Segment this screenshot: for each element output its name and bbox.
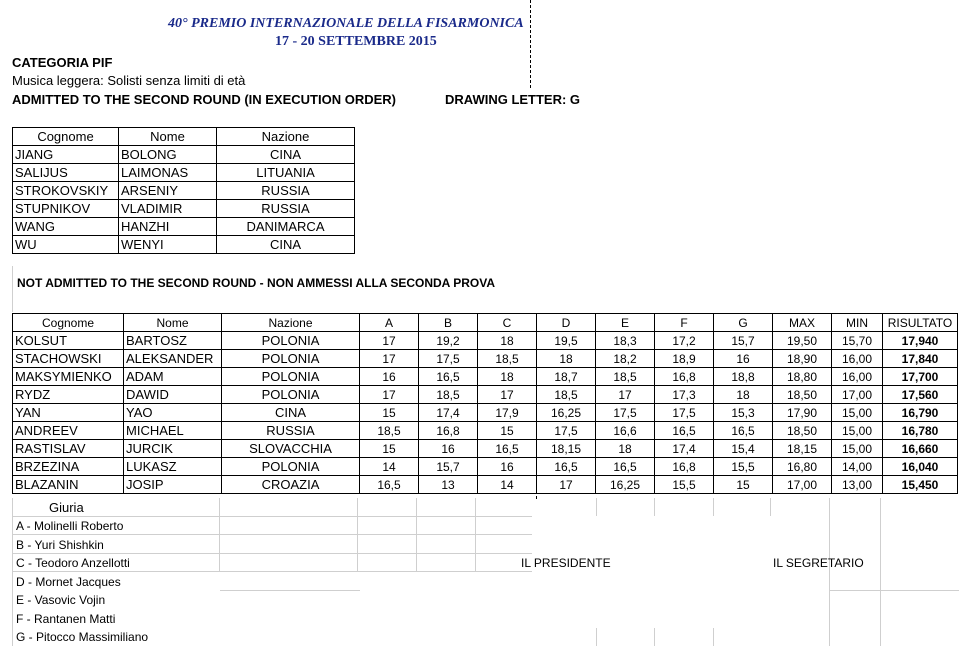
- cell-judge-a: 15: [360, 440, 419, 458]
- cell-surname: BLAZANIN: [13, 476, 124, 494]
- cell-judge-e: 18,2: [596, 350, 655, 368]
- header-judge-a: A: [360, 314, 419, 332]
- cell-result: 17,840: [883, 350, 958, 368]
- cell-judge-e: 18,5: [596, 368, 655, 386]
- jury-member-e: E - Vasovic Vojin: [16, 593, 106, 607]
- cell-nation: RUSSIA: [217, 200, 355, 218]
- cell-judge-g: 15,4: [714, 440, 773, 458]
- cell-surname: KOLSUT: [13, 332, 124, 350]
- cell-judge-e: 16,25: [596, 476, 655, 494]
- cell-nation: CROAZIA: [222, 476, 360, 494]
- document-dates: 17 - 20 SETTEMBRE 2015: [275, 34, 437, 49]
- cell-judge-c: 14: [478, 476, 537, 494]
- cell-nation: POLONIA: [222, 386, 360, 404]
- cell-judge-e: 18,3: [596, 332, 655, 350]
- sheet-gridline: [713, 628, 714, 646]
- cell-judge-e: 17,5: [596, 404, 655, 422]
- sheet-gridline: [829, 498, 830, 646]
- cell-name: BARTOSZ: [124, 332, 222, 350]
- page-break-line: [530, 0, 531, 88]
- cell-surname: RYDZ: [13, 386, 124, 404]
- table-row: [13, 164, 355, 182]
- cell-judge-f: 17,5: [655, 404, 714, 422]
- cell-judge-c: 18,5: [478, 350, 537, 368]
- document-title: 40° PREMIO INTERNAZIONALE DELLA FISARMONICA: [168, 16, 524, 31]
- table-row: [13, 476, 958, 494]
- header-min: MIN: [832, 314, 883, 332]
- cell-judge-c: 15: [478, 422, 537, 440]
- cell-judge-f: 17,4: [655, 440, 714, 458]
- not-admitted-heading: NOT ADMITTED TO THE SECOND ROUND - NON AMMESSI ALLA SECONDA PROVA: [17, 276, 496, 290]
- cell-result: 16,790: [883, 404, 958, 422]
- cell-surname: SALIJUS: [13, 164, 119, 182]
- sheet-gridline: [220, 590, 360, 591]
- sheet-gridline: [713, 498, 714, 516]
- cell-name: BOLONG: [119, 146, 217, 164]
- table-row: [13, 404, 958, 422]
- cell-surname: YAN: [13, 404, 124, 422]
- table-row: [13, 218, 355, 236]
- cell-judge-b: 13: [419, 476, 478, 494]
- cell-judge-d: 18,15: [537, 440, 596, 458]
- table-row: [13, 236, 355, 254]
- cell-min: 15,00: [832, 440, 883, 458]
- cell-min: 15,00: [832, 422, 883, 440]
- cell-judge-d: 18,7: [537, 368, 596, 386]
- results-body: [13, 332, 958, 494]
- cell-judge-c: 17,9: [478, 404, 537, 422]
- cell-max: 17,00: [773, 476, 832, 494]
- cell-judge-d: 19,5: [537, 332, 596, 350]
- cell-nation: CINA: [217, 236, 355, 254]
- header-nome: Nome: [124, 314, 222, 332]
- header-judge-d: D: [537, 314, 596, 332]
- cell-name: VLADIMIR: [119, 200, 217, 218]
- cell-judge-g: 18,8: [714, 368, 773, 386]
- cell-judge-d: 18,5: [537, 386, 596, 404]
- table-row: [13, 146, 355, 164]
- cell-nation: CINA: [222, 404, 360, 422]
- cell-judge-b: 17,5: [419, 350, 478, 368]
- cell-judge-a: 18,5: [360, 422, 419, 440]
- header-max: MAX: [773, 314, 832, 332]
- table-row: [13, 200, 355, 218]
- cell-judge-g: 15: [714, 476, 773, 494]
- admitted-heading: ADMITTED TO THE SECOND ROUND (IN EXECUTION ORDER): [12, 92, 396, 107]
- cell-min: 16,00: [832, 368, 883, 386]
- cell-min: 13,00: [832, 476, 883, 494]
- cell-judge-e: 16,5: [596, 458, 655, 476]
- cell-judge-b: 15,7: [419, 458, 478, 476]
- cell-judge-a: 17: [360, 350, 419, 368]
- sheet-gridline: [829, 590, 959, 591]
- cell-result: 16,780: [883, 422, 958, 440]
- cell-judge-g: 15,5: [714, 458, 773, 476]
- table-row: [13, 386, 958, 404]
- cell-judge-a: 17: [360, 332, 419, 350]
- header-judge-b: B: [419, 314, 478, 332]
- cell-judge-g: 16: [714, 350, 773, 368]
- cell-max: 18,50: [773, 386, 832, 404]
- sheet-gridline: [654, 628, 655, 646]
- table-row: [13, 368, 958, 386]
- cell-nation: RUSSIA: [222, 422, 360, 440]
- sheet-gridline: [475, 498, 476, 572]
- cell-judge-a: 16,5: [360, 476, 419, 494]
- cell-judge-a: 17: [360, 386, 419, 404]
- sheet-gridline: [596, 628, 597, 646]
- jury-member-b: B - Yuri Shishkin: [16, 538, 104, 552]
- cell-judge-b: 16,8: [419, 422, 478, 440]
- cell-name: LAIMONAS: [119, 164, 217, 182]
- cell-judge-f: 18,9: [655, 350, 714, 368]
- cell-result: 15,450: [883, 476, 958, 494]
- cell-name: YAO: [124, 404, 222, 422]
- cell-judge-a: 16: [360, 368, 419, 386]
- cell-judge-a: 14: [360, 458, 419, 476]
- cell-surname: STACHOWSKI: [13, 350, 124, 368]
- sheet-gridline: [416, 498, 417, 572]
- cell-nation: LITUANIA: [217, 164, 355, 182]
- cell-max: 18,50: [773, 422, 832, 440]
- page-break-line: [536, 313, 537, 499]
- cell-nation: POLONIA: [222, 368, 360, 386]
- cell-name: ADAM: [124, 368, 222, 386]
- cell-judge-d: 18: [537, 350, 596, 368]
- cell-max: 17,90: [773, 404, 832, 422]
- category-label: CATEGORIA PIF: [12, 55, 113, 70]
- cell-name: DAWID: [124, 386, 222, 404]
- cell-judge-e: 18: [596, 440, 655, 458]
- cell-name: JOSIP: [124, 476, 222, 494]
- cell-name: HANZHI: [119, 218, 217, 236]
- cell-judge-c: 18: [478, 368, 537, 386]
- jury-member-g: G - Pitocco Massimiliano: [16, 630, 149, 644]
- cell-judge-c: 18: [478, 332, 537, 350]
- cell-name: LUKASZ: [124, 458, 222, 476]
- sheet-gridline: [654, 498, 655, 516]
- cell-name: ALEKSANDER: [124, 350, 222, 368]
- cell-max: 18,90: [773, 350, 832, 368]
- cell-judge-f: 15,5: [655, 476, 714, 494]
- cell-result: 17,560: [883, 386, 958, 404]
- cell-judge-g: 16,5: [714, 422, 773, 440]
- cell-name: MICHAEL: [124, 422, 222, 440]
- cell-judge-g: 15,7: [714, 332, 773, 350]
- table-row: [13, 182, 355, 200]
- jury-heading: Giuria: [49, 500, 84, 515]
- cell-min: 17,00: [832, 386, 883, 404]
- cell-nation: RUSSIA: [217, 182, 355, 200]
- header-judge-f: F: [655, 314, 714, 332]
- cell-name: ARSENIY: [119, 182, 217, 200]
- header-cognome: Cognome: [13, 314, 124, 332]
- cell-surname: MAKSYMIENKO: [13, 368, 124, 386]
- cell-surname: JIANG: [13, 146, 119, 164]
- cell-judge-e: 16,6: [596, 422, 655, 440]
- cell-surname: BRZEZINA: [13, 458, 124, 476]
- header-judge-c: C: [478, 314, 537, 332]
- results-table: [12, 313, 958, 494]
- drawing-letter: DRAWING LETTER: G: [445, 92, 581, 107]
- header-nazione: Nazione: [222, 314, 360, 332]
- cell-judge-c: 16: [478, 458, 537, 476]
- header-judge-e: E: [596, 314, 655, 332]
- cell-nation: SLOVACCHIA: [222, 440, 360, 458]
- cell-result: 17,700: [883, 368, 958, 386]
- cell-min: 16,00: [832, 350, 883, 368]
- cell-judge-d: 16,5: [537, 458, 596, 476]
- cell-judge-d: 17,5: [537, 422, 596, 440]
- header-nazione: Nazione: [217, 128, 355, 146]
- jury-member-c: C - Teodoro Anzellotti: [16, 556, 130, 570]
- table-row: [13, 332, 958, 350]
- cell-surname: RASTISLAV: [13, 440, 124, 458]
- header-nome: Nome: [119, 128, 217, 146]
- cell-judge-b: 16,5: [419, 368, 478, 386]
- sheet-gridline: [12, 516, 532, 517]
- cell-judge-c: 16,5: [478, 440, 537, 458]
- cell-judge-d: 16,25: [537, 404, 596, 422]
- cell-judge-a: 15: [360, 404, 419, 422]
- cell-nation: DANIMARCA: [217, 218, 355, 236]
- sheet-gridline: [12, 553, 532, 554]
- cell-surname: ANDREEV: [13, 422, 124, 440]
- cell-surname: STROKOVSKIY: [13, 182, 119, 200]
- cell-judge-f: 17,3: [655, 386, 714, 404]
- table-header-row: [13, 128, 355, 146]
- header-judge-g: G: [714, 314, 773, 332]
- cell-nation: CINA: [217, 146, 355, 164]
- cell-judge-b: 18,5: [419, 386, 478, 404]
- results-header-row: [13, 314, 958, 332]
- secretary-signature-label: IL SEGRETARIO: [773, 556, 864, 570]
- cell-judge-e: 17: [596, 386, 655, 404]
- cell-max: 16,80: [773, 458, 832, 476]
- cell-max: 19,50: [773, 332, 832, 350]
- cell-max: 18,15: [773, 440, 832, 458]
- cell-name: JURCIK: [124, 440, 222, 458]
- sheet-gridline: [12, 266, 13, 312]
- sheet-gridline: [357, 498, 358, 572]
- cell-min: 15,70: [832, 332, 883, 350]
- jury-member-a: A - Molinelli Roberto: [16, 519, 124, 533]
- jury-member-d: D - Mornet Jacques: [16, 575, 121, 589]
- sheet-gridline: [12, 534, 532, 535]
- cell-result: 16,040: [883, 458, 958, 476]
- table-row: [13, 350, 958, 368]
- cell-judge-g: 18: [714, 386, 773, 404]
- cell-judge-b: 17,4: [419, 404, 478, 422]
- sheet-gridline: [12, 571, 532, 572]
- sheet-gridline: [219, 498, 220, 572]
- admitted-table: [12, 127, 355, 254]
- president-signature-label: IL PRESIDENTE: [521, 556, 611, 570]
- cell-judge-b: 16: [419, 440, 478, 458]
- cell-nation: POLONIA: [222, 332, 360, 350]
- cell-min: 14,00: [832, 458, 883, 476]
- cell-judge-f: 16,5: [655, 422, 714, 440]
- cell-surname: WANG: [13, 218, 119, 236]
- cell-nation: POLONIA: [222, 458, 360, 476]
- sheet-gridline: [596, 498, 597, 516]
- cell-judge-f: 16,8: [655, 368, 714, 386]
- cell-result: 16,660: [883, 440, 958, 458]
- sheet-gridline: [770, 498, 771, 516]
- cell-judge-f: 16,8: [655, 458, 714, 476]
- category-subtitle: Musica leggera: Solisti senza limiti di età: [12, 73, 246, 88]
- cell-surname: WU: [13, 236, 119, 254]
- jury-member-f: F - Rantanen Matti: [16, 612, 116, 626]
- cell-judge-b: 19,2: [419, 332, 478, 350]
- table-row: [13, 458, 958, 476]
- cell-judge-d: 17: [537, 476, 596, 494]
- cell-surname: STUPNIKOV: [13, 200, 119, 218]
- table-row: [13, 440, 958, 458]
- header-cognome: Cognome: [13, 128, 119, 146]
- sheet-gridline: [880, 498, 881, 646]
- cell-result: 17,940: [883, 332, 958, 350]
- cell-min: 15,00: [832, 404, 883, 422]
- cell-max: 18,80: [773, 368, 832, 386]
- sheet-gridline: [12, 498, 13, 646]
- cell-nation: POLONIA: [222, 350, 360, 368]
- cell-judge-f: 17,2: [655, 332, 714, 350]
- cell-judge-g: 15,3: [714, 404, 773, 422]
- header-result: RISULTATO: [883, 314, 958, 332]
- cell-judge-c: 17: [478, 386, 537, 404]
- table-row: [13, 422, 958, 440]
- cell-name: WENYI: [119, 236, 217, 254]
